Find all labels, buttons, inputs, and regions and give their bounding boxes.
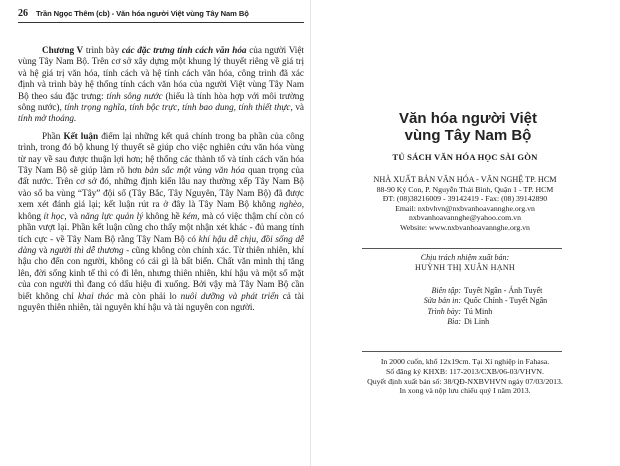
conclusion-heading: Kết luận	[63, 130, 99, 141]
paragraph-conclusion	[18, 131, 304, 314]
text-run: - cũng không còn chính xác. Từ thiên nhiên, khí hậu cho đến con người, không có cái gì là bất biến. Chất văn minh thị tăng lên, đời sống kinh tế thì có đi lên, nhưng thiên nhiên, khí hậu và một số mặt của con người thì đang có dấu hiệu đi xuống. Bởi vậy mà Tây Nam Bộ cần biết không chỉ	[18, 244, 305, 301]
publisher-block	[336, 175, 594, 233]
text-run: quan trọng của đất nước. Trên cơ sở đó, những định kiến lâu nay thường xếp Tây Nam Bộ vào sổ ba vùng “Tây” đội sổ (Tây Bắc, Tây Nguyên, Tây Nam Bộ) đã được xem xét đánh giá lại; kết luận rút ra ở đây là Tây Nam Bộ không	[18, 165, 304, 210]
printing-info	[336, 357, 594, 396]
divider-line	[362, 248, 562, 249]
text-run: (hiểu là tính hòa hợp với môi trường sông nước),	[18, 90, 304, 113]
responsibility-block	[336, 253, 594, 273]
text-run: và	[292, 102, 305, 113]
italic-run: ít học,	[43, 210, 67, 221]
credit-name: Tú Minh	[464, 306, 493, 316]
credit-role: Sửa bản in:	[423, 296, 461, 306]
right-page	[322, 0, 608, 466]
italic-run: bản sắc một vùng văn hóa	[144, 165, 245, 176]
credit-role: Bìa:	[447, 317, 461, 327]
text-run: mà còn phải lo	[113, 290, 181, 301]
emphasis: các đặc trưng tính cách văn hóa	[121, 45, 247, 55]
italic-run: nuôi dưỡng và phát triển	[180, 290, 279, 301]
text-run: không hề	[143, 210, 183, 221]
running-head-title: Trần Ngọc Thêm (cb) - Văn hóa người Việt vùng Tây Nam Bộ	[36, 9, 249, 18]
publisher-address: 88-90 Ký Con, P. Nguyễn Thái Bình, Quận 1 - TP. HCM	[376, 184, 554, 194]
credit-name: Di Linh	[464, 317, 490, 327]
credit-row	[386, 317, 586, 327]
chapter-heading: Chương V	[42, 45, 84, 55]
text-run: và	[66, 210, 81, 221]
publisher-email: Email: nxbvhvn@nxbvanhoavannghe.org.vn	[395, 203, 535, 213]
credit-name: Quốc Chính - Tuyết Ngân	[464, 296, 548, 306]
italic-run: người thì dễ thương	[49, 244, 124, 255]
credit-row	[386, 307, 586, 317]
italic-run: năng lực quản lý	[80, 210, 144, 221]
italic-run: kém,	[182, 210, 200, 221]
text-run: điểm lại những kết quả chính trong ba phần của công trình, trong đó bộ khung lý thuyết sẽ giúp cho việc nghiên cứu văn hóa vùng từ nay về sau được thuận lợi hơn; hệ thống các thành tố và tính cách văn hóa Tây Nam Bộ sẽ giúp làm rõ hơn	[18, 130, 305, 176]
divider-line	[362, 351, 562, 352]
credits-list	[386, 286, 586, 328]
text-run: cả tài nguyên thiên nhiên, tài nguyên khí hậu và tài nguyên con người.	[18, 290, 304, 312]
text-run: không	[18, 210, 44, 221]
series-name: TỦ SÁCH VĂN HÓA HỌC SÀI GÒN	[392, 152, 538, 162]
italic-run: tính sông nước	[106, 90, 163, 101]
text-run: mà có việc thậm chí còn có phần vượt lại. Phần kết luận cũng cho thấy một nhận xét khác - đủ mang tính tích cực - về Tây Nam Bộ rằng Tây Nam Bộ có	[18, 210, 305, 244]
publisher-phone: ĐT: (08)38216009 - 39142419 - Fax: (08) 39142890	[382, 194, 548, 204]
italic-run: tính trọng nghĩa, tính bộc trực, tính bao dung, tính thiết thực,	[64, 102, 293, 113]
italic-run: khí hậu dễ chịu, đồi sống dễ dàng	[18, 233, 304, 255]
printing-line-3: Quyết định xuất bản số: 38/QĐ-NXBVHVN ngày 07/03/2013.	[367, 376, 563, 386]
credit-name: Tuyết Ngân - Ánh Tuyết	[464, 286, 543, 295]
credit-row	[386, 296, 586, 306]
printing-line-2: Số đăng ký KHXB: 117-2013/CXB/06-03/VHVN.	[385, 366, 545, 376]
book-title	[358, 110, 578, 144]
page-number: 26	[18, 8, 28, 19]
running-head	[18, 8, 304, 23]
publisher-name: NHÀ XUẤT BẢN VĂN HÓA - VĂN NGHỆ TP. HCM	[373, 175, 557, 184]
body-text	[18, 45, 304, 313]
left-page	[18, 8, 304, 319]
text-run: Phần	[42, 130, 64, 141]
publisher-email-2: nxbvanhoavannghe@yahoo.com.vn	[409, 213, 521, 223]
publisher-website: Website: www.nxbvanhoavannghe.org.vn	[400, 222, 530, 232]
text-run: trình bày	[83, 45, 122, 55]
responsibility-label: Chịu trách nhiệm xuất bản:	[420, 253, 510, 262]
responsibility-name: HUỲNH THỊ XUÂN HẠNH	[415, 263, 515, 272]
italic-run: nghèo,	[279, 199, 304, 210]
italic-run: khai thác	[77, 290, 114, 301]
text-run: của người Việt vùng Tây Nam Bộ. Trên cơ sở xây dựng một khung lý thuyết riêng về giá trị và hệ giá trị văn hóa, tính cách và hệ tính cách văn hóa, công trình đã xác định và trình bày hệ thống tính cách văn hóa của người Việt vùng Tây Nam Bộ theo sáu đặc trưng:	[18, 45, 304, 101]
printing-line-4: In xong và nộp lưu chiểu quý I năm 2013.	[399, 386, 531, 396]
italic-run: tính mở thoáng.	[18, 113, 77, 124]
credit-row	[386, 286, 586, 296]
printing-line-1: In 2000 cuốn, khổ 12x19cm. Tại Xí nghiệp in Fahasa.	[380, 357, 550, 366]
book-title-line-1: Văn hóa người Việt	[399, 110, 537, 127]
credit-role: Biên tập:	[431, 286, 461, 295]
paragraph-chapter-v	[18, 45, 304, 125]
text-run: và	[36, 244, 50, 255]
credit-role: Trình bày:	[427, 306, 461, 316]
page-gutter	[310, 0, 311, 466]
book-title-line-2: vùng Tây Nam Bộ	[404, 127, 532, 144]
